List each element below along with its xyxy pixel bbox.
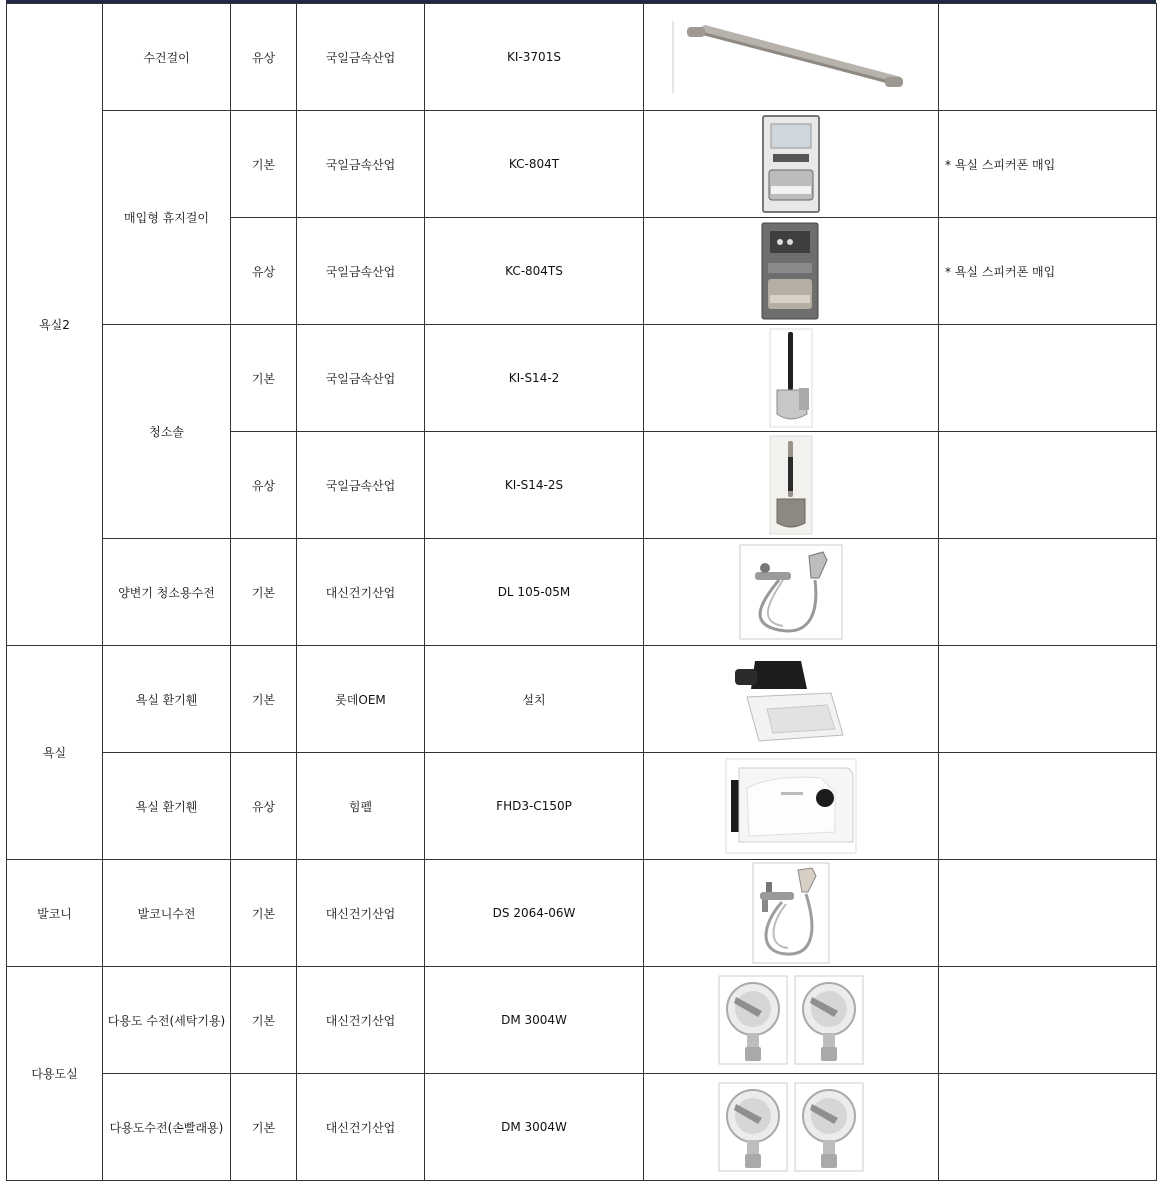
note-cell: * 욕실 스피커폰 매입 [939,111,1157,218]
item-cell: 양변기 청소용수전 [103,539,231,646]
toilet-brush-icon [769,328,813,428]
table-row [7,4,1157,111]
towel-bar-icon [671,17,911,97]
maker-cell: 국일금속산업 [297,111,425,218]
image-cell [644,646,939,753]
table-row [7,753,1157,860]
utility-faucet-icon [718,1082,788,1172]
grade-cell: 유상 [231,432,297,539]
maker-cell: 대신건기산업 [297,860,425,967]
maker-cell: 대신건기산업 [297,539,425,646]
table-row [7,967,1157,1074]
image-pair [644,975,938,1065]
maker-cell: 국일금속산업 [297,432,425,539]
grade-cell: 기본 [231,111,297,218]
note-cell [939,753,1157,860]
table-row [7,646,1157,753]
image-cell [644,539,939,646]
ventilation-fan-icon [731,653,851,745]
table-row [7,539,1157,646]
grade-cell: 유상 [231,4,297,111]
maker-cell: 대신건기산업 [297,967,425,1074]
item-cell: 청소솔 [103,325,231,539]
maker-cell: 롯데OEM [297,646,425,753]
image-cell [644,325,939,432]
toilet-brush-icon [769,435,813,535]
note-cell [939,325,1157,432]
model-cell: KC-804TS [425,218,644,325]
note-cell [939,1074,1157,1181]
item-cell: 다용도 수전(세탁기용) [103,967,231,1074]
maker-cell: 국일금속산업 [297,4,425,111]
model-cell: FHD3-C150P [425,753,644,860]
model-cell: DS 2064-06W [425,860,644,967]
note-cell [939,860,1157,967]
grade-cell: 기본 [231,1074,297,1181]
model-cell: DL 105-05M [425,539,644,646]
table-row [7,1074,1157,1181]
note-cell [939,539,1157,646]
maker-cell: 대신건기산업 [297,1074,425,1181]
item-cell: 욕실 환기휀 [103,753,231,860]
model-cell: KC-804T [425,111,644,218]
utility-faucet-icon [718,975,788,1065]
grade-cell: 기본 [231,646,297,753]
image-cell [644,860,939,967]
group-cell: 욕실 [7,646,103,860]
item-cell: 발코니수전 [103,860,231,967]
balcony-faucet-icon [752,862,830,964]
note-cell [939,432,1157,539]
image-cell [644,1074,939,1181]
image-pair [644,1082,938,1172]
note-cell [939,646,1157,753]
note-cell: * 욕실 스피커폰 매입 [939,218,1157,325]
item-cell: 수건걸이 [103,4,231,111]
image-cell [644,218,939,325]
table-row [7,860,1157,967]
image-cell [644,4,939,111]
bidet-sprayer-icon [739,544,843,640]
image-cell [644,111,939,218]
table-row [7,325,1157,432]
maker-cell: 국일금속산업 [297,325,425,432]
table-row [7,111,1157,218]
group-cell: 다용도실 [7,967,103,1181]
grade-cell: 기본 [231,967,297,1074]
grade-cell: 기본 [231,860,297,967]
grade-cell: 기본 [231,325,297,432]
image-cell [644,753,939,860]
model-cell: DM 3004W [425,1074,644,1181]
grade-cell: 기본 [231,539,297,646]
paper-holder-icon [761,114,821,214]
image-cell [644,967,939,1074]
note-cell [939,4,1157,111]
image-cell [644,432,939,539]
note-cell [939,967,1157,1074]
model-cell: KI-S14-2 [425,325,644,432]
group-cell: 욕실2 [7,4,103,646]
item-cell: 매입형 휴지걸이 [103,111,231,325]
model-cell: KI-S14-2S [425,432,644,539]
item-cell: 다용도수전(손빨래용) [103,1074,231,1181]
maker-cell: 힘펠 [297,753,425,860]
paper-holder-icon [756,221,826,321]
grade-cell: 유상 [231,753,297,860]
item-cell: 욕실 환기휀 [103,646,231,753]
model-cell: DM 3004W [425,967,644,1074]
model-cell: KI-3701S [425,4,644,111]
ventilation-fan-icon [725,758,857,854]
utility-faucet-icon [794,975,864,1065]
spec-table [6,3,1157,1181]
utility-faucet-icon [794,1082,864,1172]
maker-cell: 국일금속산업 [297,218,425,325]
model-cell: 설치 [425,646,644,753]
grade-cell: 유상 [231,218,297,325]
group-cell: 발코니 [7,860,103,967]
